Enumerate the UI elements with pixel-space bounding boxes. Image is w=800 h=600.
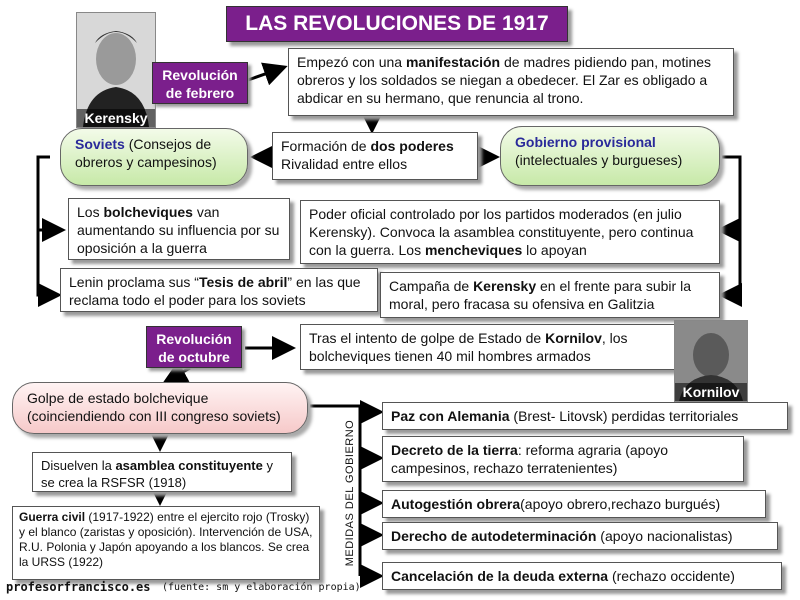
footer-site: profesorfrancisco.es xyxy=(6,580,151,594)
medida-paz-alemania xyxy=(382,402,788,430)
febrero-text-1: Empezó con una xyxy=(297,54,406,70)
dos-poderes-text-1: Formación de xyxy=(281,138,371,154)
poder-oficial-box xyxy=(300,200,720,264)
poder-oficial-text-2: lo apoyan xyxy=(522,242,587,258)
soviets-pill xyxy=(60,128,248,186)
gobierno-title: Gobierno provisional xyxy=(515,134,656,150)
gobierno-desc: (intelectuales y burgueses) xyxy=(515,152,683,168)
febrero-text-bold: manifestación xyxy=(405,54,501,70)
bolcheviques-text-1: Los xyxy=(77,204,104,220)
medida-4-bold: Cancelación de la deuda externa xyxy=(391,568,609,584)
asamblea-box xyxy=(32,452,292,492)
campana-box xyxy=(380,272,720,318)
kerensky-caption: Kerensky xyxy=(77,109,155,127)
medida-autodeterminacion xyxy=(382,522,778,550)
febrero-description xyxy=(288,48,734,116)
bolcheviques-text-2: van aumentando su influencia por su oposición a la guerra xyxy=(77,204,280,256)
poder-oficial-text-1: Poder oficial controlado por los partidos moderados (en julio Kerensky). Convoca la asamblea constituyente, pero continua con la guerra. Los xyxy=(309,206,694,258)
dos-poderes-text-2: Rivalidad entre ellos xyxy=(281,156,408,172)
kornilov-text-2: , los bolcheviques tienen 40 mil hombres armados xyxy=(309,330,628,364)
revolucion-febrero-label: Revolución de febrero xyxy=(152,62,248,104)
soviets-title: Soviets xyxy=(75,136,125,152)
golpe-estado-pill: Golpe de estado bolchevique (coinciendiendo con III congreso soviets) xyxy=(12,382,308,434)
febrero-text-2: de madres pidiendo pan, motines obreros y los soldados se niegan a obedecer. El Zar es obligado a abdicar en su hermano, que renuncia al trono. xyxy=(297,54,712,106)
lenin-bold: Tesis de abril xyxy=(198,274,288,290)
guerra-civil-bold: Guerra civil xyxy=(19,510,86,524)
kornilov-photo xyxy=(674,320,748,402)
campana-text-1: Campaña de xyxy=(389,278,474,294)
guerra-civil-box xyxy=(12,506,320,580)
medida-deuda-externa xyxy=(382,562,782,590)
medida-0-bold: Paz con Alemania xyxy=(391,408,510,424)
medida-2-text: (apoyo obrero,rechazo burgués) xyxy=(520,496,721,512)
lenin-text-1: Lenin proclama sus “ xyxy=(69,274,199,290)
bolcheviques-box xyxy=(68,198,290,260)
kornilov-box xyxy=(300,324,680,370)
medida-3-text: (apoyo nacionalistas) xyxy=(596,528,733,544)
kerensky-photo xyxy=(76,12,156,128)
asamblea-text-2: y se crea la RSFSR (1918) xyxy=(41,458,273,490)
medida-1-text: : reforma agraria (apoyo campesinos, rechazo terratenientes) xyxy=(391,442,669,476)
poder-oficial-bold: mencheviques xyxy=(424,242,523,258)
gobierno-provisional-pill xyxy=(500,126,720,186)
medida-3-bold: Derecho de autodeterminación xyxy=(391,528,597,544)
lenin-box xyxy=(60,268,378,312)
soviets-desc: (Consejos de obreros y campesinos) xyxy=(75,136,217,170)
asamblea-text-1: Disuelven la xyxy=(41,458,116,473)
asamblea-bold: asamblea constituyente xyxy=(115,458,263,473)
dos-poderes-bold: dos poderes xyxy=(370,138,454,154)
page-title: LAS REVOLUCIONES DE 1917 xyxy=(226,6,568,42)
medida-2-bold: Autogestión obrera xyxy=(391,496,521,512)
medida-4-text: (rechazo occidente) xyxy=(608,568,735,584)
kornilov-caption: Kornilov xyxy=(675,383,747,401)
medida-decreto-tierra xyxy=(382,436,744,482)
medida-0-text: (Brest- Litovsk) perdidas territoriales xyxy=(509,408,739,424)
medida-autogestion xyxy=(382,490,766,518)
medida-1-bold: Decreto de la tierra xyxy=(391,442,518,458)
medidas-label: MEDIDAS DEL GOBIERNO xyxy=(344,419,356,567)
kornilov-text-1: Tras el intento de golpe de Estado de xyxy=(309,330,546,346)
dos-poderes-box xyxy=(272,132,478,180)
footer-source: (fuente: sm y elaboración propia) xyxy=(162,582,361,593)
lenin-text-2: ” en las que reclama todo el poder para los soviets xyxy=(69,274,361,308)
campana-text-2: en el frente para subir la moral, pero fracasa su ofensiva en Galitzia xyxy=(389,278,691,312)
bolcheviques-bold: bolcheviques xyxy=(103,204,193,220)
campana-bold: Kerensky xyxy=(473,278,537,294)
revolucion-octubre-label: Revolución de octubre xyxy=(146,326,242,368)
guerra-civil-text: (1917-1922) entre el ejercito rojo (Trosky) y el blanco (zaristas y oposición). Intervención de USA, R.U. Polonia y Japón apoyando a los blancos. Se crea la URSS (1922) xyxy=(19,510,313,569)
kornilov-bold: Kornilov xyxy=(545,330,602,346)
